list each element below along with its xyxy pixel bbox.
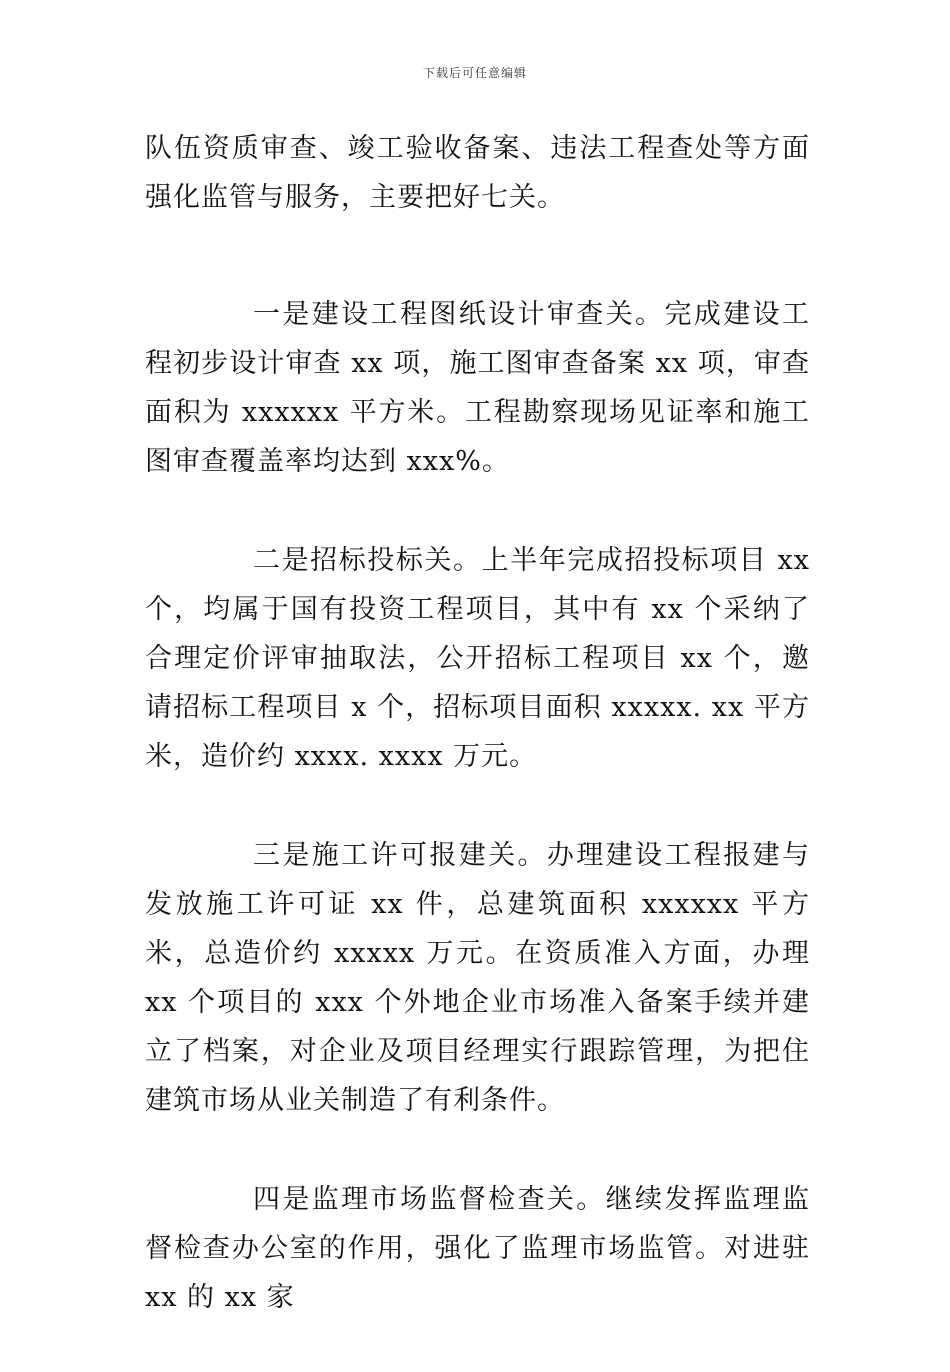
paragraph-intro: 队伍资质审查、竣工验收备案、违法工程查处等方面强化监管与服务，主要把好七关。 xyxy=(145,133,810,213)
page-header: 下载后可任意编辑 xyxy=(422,66,527,80)
paragraph-supervision: 四是监理市场监督检查关。继续发挥监理监督检查办公室的作用，强化了监理市场监管。对进驻 xx 的 xx 家 xyxy=(145,1184,810,1313)
paragraph-drawing-review: 一是建设工程图纸设计审查关。完成建设工程初步设计审查 xx 项，施工图审查备案 xx 项，审查面积为 xxxxxx 平方米。工程勘察现场见证率和施工图审查覆盖率均达到 xxx%。 xyxy=(145,299,810,477)
paragraph-construction-permit: 三是施工许可报建关。办理建设工程报建与发放施工许可证 xx 件，总建筑面积 xxxxxx 平方米，总造价约 xxxxx 万元。在资质准入方面，办理 xx 个项目的 xxx 个外地企业市场准入备案手续并建立了档案，对企业及项目经理实行跟踪管理，为把住建筑市场从业关制造了有利条件。 xyxy=(145,840,810,1116)
paragraph-bidding: 二是招标投标关。上半年完成招投标项目 xx 个，均属于国有投资工程项目，其中有 xx 个采纳了合理定价评审抽取法，公开招标工程项目 xx 个，邀请招标工程项目 x 个，招标项目面积 xxxxx. xx 平方米，造价约 xxxx. xxxx 万元。 xyxy=(145,545,810,772)
document-body xyxy=(145,124,810,1372)
